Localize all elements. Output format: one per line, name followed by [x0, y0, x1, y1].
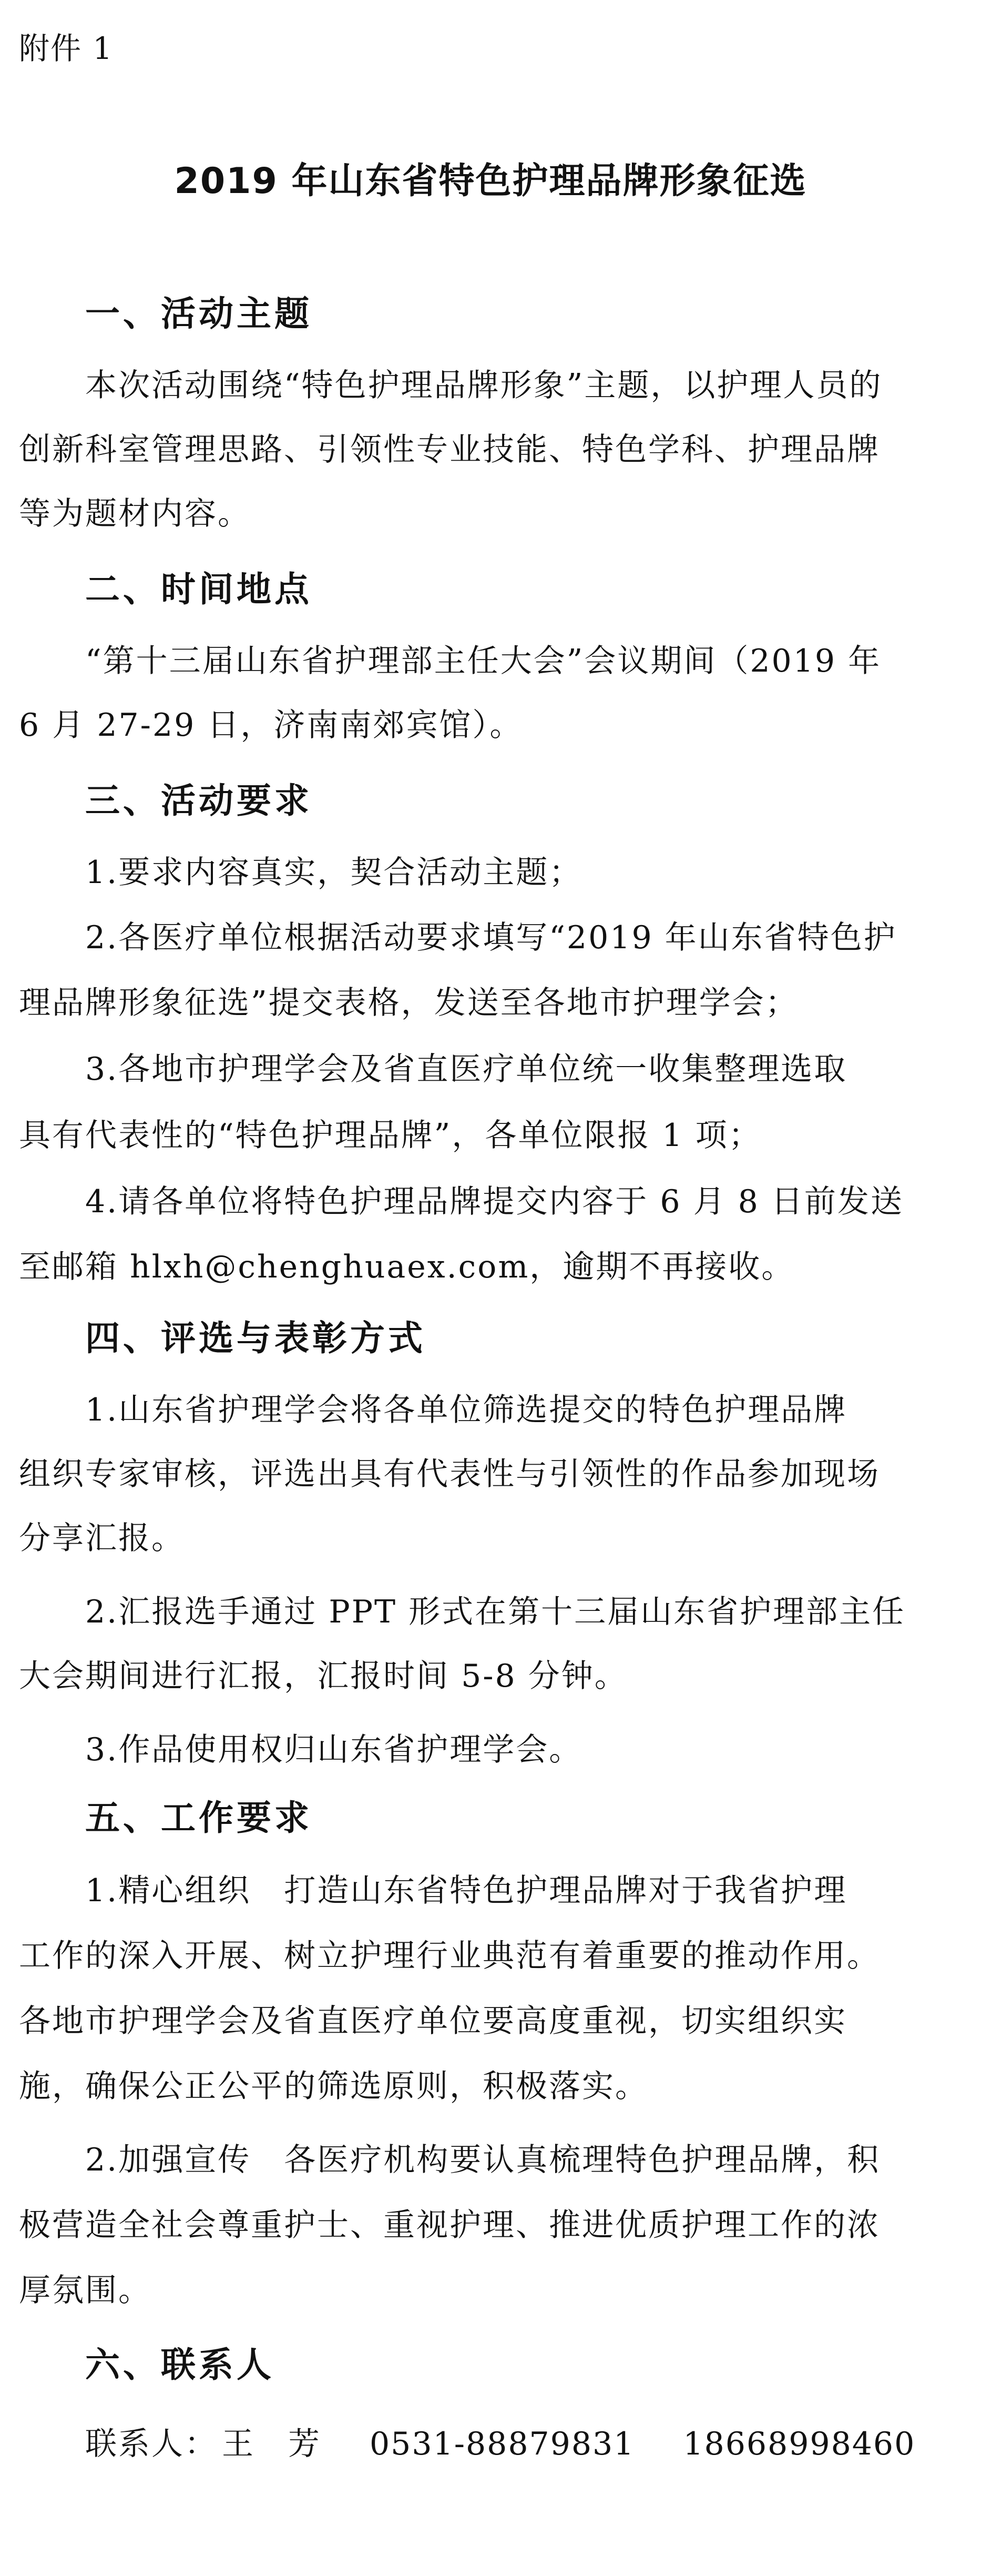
paragraph-line: 6 月 27-29 日，济南南郊宾馆）。	[19, 707, 523, 744]
paragraph-line: 厚氛围。	[19, 2272, 151, 2309]
paragraph-line: 组织专家审核，评选出具有代表性与引领性的作品参加现场	[19, 1456, 880, 1493]
section-heading-time-place: 二、时间地点	[85, 569, 312, 610]
paragraph-line: 工作的深入开展、树立护理行业典范有着重要的推动作用。	[19, 1938, 880, 1974]
paragraph-line: 理品牌形象征选”提交表格，发送至各地市护理学会；	[19, 985, 799, 1021]
contact-phone-mobile: 18668998460	[683, 2426, 916, 2462]
document-title: 2019 年山东省特色护理品牌形象征选	[174, 160, 807, 202]
paragraph-line: 大会期间进行汇报，汇报时间 5-8 分钟。	[19, 1658, 628, 1695]
paragraph-line: 等为题材内容。	[19, 495, 251, 532]
paragraph-line: 3.作品使用权归山东省护理学会。	[85, 1731, 583, 1768]
paragraph-line: 4.请各单位将特色护理品牌提交内容于 6 月 8 日前发送	[85, 1183, 904, 1220]
section-heading-contact: 六、联系人	[85, 2345, 274, 2385]
paragraph-line: 极营造全社会尊重护士、重视护理、推进优质护理工作的浓	[19, 2207, 880, 2244]
paragraph-line: 各地市护理学会及省直医疗单位要高度重视，切实组织实	[19, 2003, 847, 2040]
contact-label: 联系人：	[85, 2426, 218, 2462]
paragraph-line: 1.精心组织 打造山东省特色护理品牌对于我省护理	[85, 1872, 847, 1909]
paragraph-line: 2.汇报选手通过 PPT 形式在第十三届山东省护理部主任	[85, 1594, 906, 1630]
contact-name: 王 芳	[222, 2426, 321, 2462]
paragraph-line: 2.各医疗单位根据活动要求填写“2019 年山东省特色护	[85, 919, 897, 956]
attachment-label: 附件 1	[19, 31, 114, 66]
paragraph-line: 3.各地市护理学会及省直医疗单位统一收集整理选取	[85, 1051, 847, 1088]
paragraph-line: 2.加强宣传 各医疗机构要认真梳理特色护理品牌，积	[85, 2142, 881, 2178]
section-heading-work-requirements: 五、工作要求	[85, 1798, 312, 1838]
paragraph-line: 本次活动围绕“特色护理品牌形象”主题，以护理人员的	[85, 367, 883, 404]
paragraph-line: 1.山东省护理学会将各单位筛选提交的特色护理品牌	[85, 1392, 847, 1428]
contact-phone-landline: 0531-88879831	[370, 2426, 635, 2462]
paragraph-line: 施，确保公正公平的筛选原则，积极落实。	[19, 2068, 648, 2105]
paragraph-line: 1.要求内容真实，契合活动主题；	[85, 854, 583, 891]
section-heading-theme: 一、活动主题	[85, 293, 312, 334]
section-heading-evaluation: 四、评选与表彰方式	[85, 1318, 426, 1358]
paragraph-line: 分享汇报。	[19, 1520, 185, 1557]
paragraph-line: 创新科室管理思路、引领性专业技能、特色学科、护理品牌	[19, 431, 880, 468]
paragraph-line: 至邮箱 hlxh@chenghuaex.com，逾期不再接收。	[19, 1249, 795, 1285]
paragraph-line: 具有代表性的“特色护理品牌”，各单位限报 1 项；	[19, 1117, 762, 1154]
section-heading-requirements: 三、活动要求	[85, 780, 312, 821]
contact-line	[85, 2420, 915, 2468]
paragraph-line: “第十三届山东省护理部主任大会”会议期间（2019 年	[85, 643, 882, 680]
